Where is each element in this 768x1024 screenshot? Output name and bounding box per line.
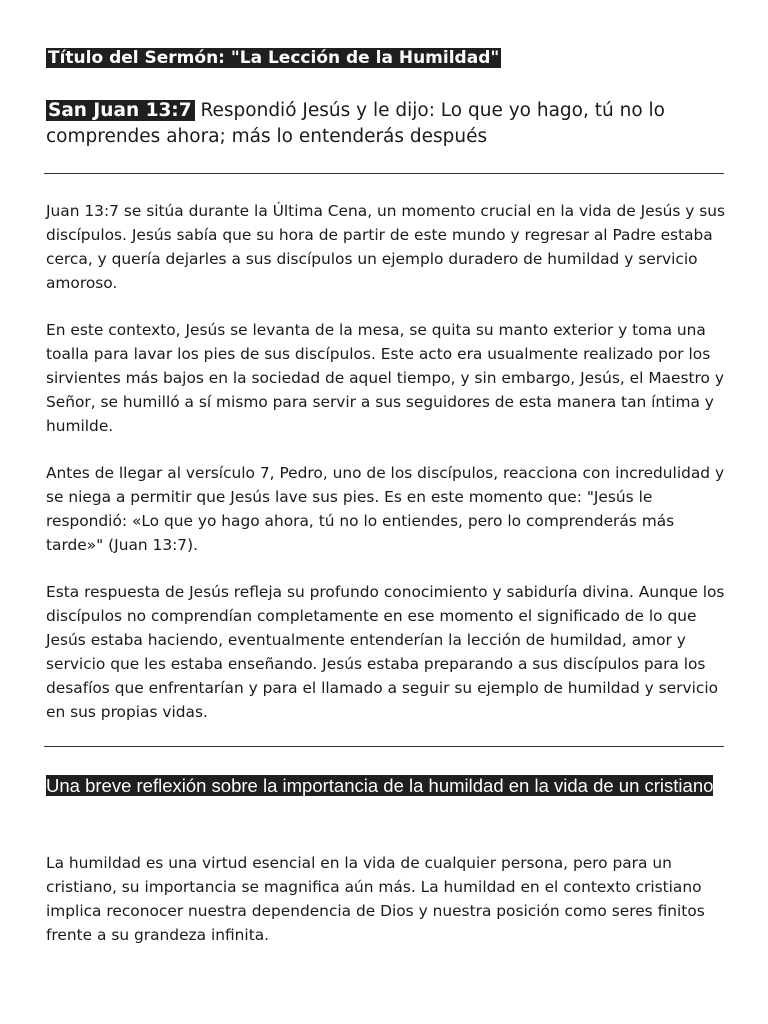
paragraph-3: Antes de llegar al versículo 7, Pedro, uno de los discípulos, reacciona con incredulidad y se niega a permitir que Jesús lave sus pies. Es en este momento que: "Jesús le respondió: «Lo que yo hago ahora, tú no lo entiendes, pero lo comprenderás más tarde»" (Juan 13:7). xyxy=(46,464,725,554)
sermon-title xyxy=(46,47,501,69)
section-heading-text: Una breve reflexión sobre la importancia de la humildad en la vida de un cristiano xyxy=(46,775,714,796)
verse-text: Respondió Jesús y le dijo: Lo que yo hago, tú no lo comprendes ahora; más lo entenderás después xyxy=(46,100,665,147)
divider-middle xyxy=(44,746,724,747)
verse-reference: San Juan 13:7 xyxy=(46,100,195,121)
verse-quote xyxy=(46,98,726,150)
divider-top xyxy=(44,173,724,174)
paragraph-2: En este contexto, Jesús se levanta de la mesa, se quita su manto exterior y toma una toalla para lavar los pies de sus discípulos. Este acto era usualmente realizado por los sirvientes más bajos en la sociedad de aquel tiempo, y sin embargo, Jesús, el Maestro y Señor, se humilló a sí mismo para servir a sus seguidores de esta manera tan íntima y humilde. xyxy=(46,321,724,435)
section-paragraph: La humildad es una virtud esencial en la vida de cualquier persona, pero para un cristiano, su importancia se magnifica aún más. La humildad en el contexto cristiano implica reconocer nuestra dependencia de Dios y nuestra posición como seres finitos frente a su grandeza infinita. xyxy=(46,854,705,944)
paragraph-4: Esta respuesta de Jesús refleja su profundo conocimiento y sabiduría divina. Aunque los discípulos no comprendían completamente en ese momento el significado de lo que Jesús estaba haciendo, eventualmente entenderían la lección de humildad, amor y servicio que les estaba enseñando. Jesús estaba preparando a sus discípulos para los desafíos que enfrentarían y para el llamado a seguir su ejemplo de humildad y servicio en sus propias vidas. xyxy=(46,583,725,721)
sermon-title-text: Título del Sermón: "La Lección de la Humildad" xyxy=(48,48,500,68)
paragraph-1: Juan 13:7 se sitúa durante la Última Cena, un momento crucial en la vida de Jesús y sus discípulos. Jesús sabía que su hora de partir de este mundo y regresar al Padre estaba cerca, y quería dejarles a sus discípulos un ejemplo duradero de humildad y servicio amoroso. xyxy=(46,202,726,292)
section-heading xyxy=(46,773,736,798)
